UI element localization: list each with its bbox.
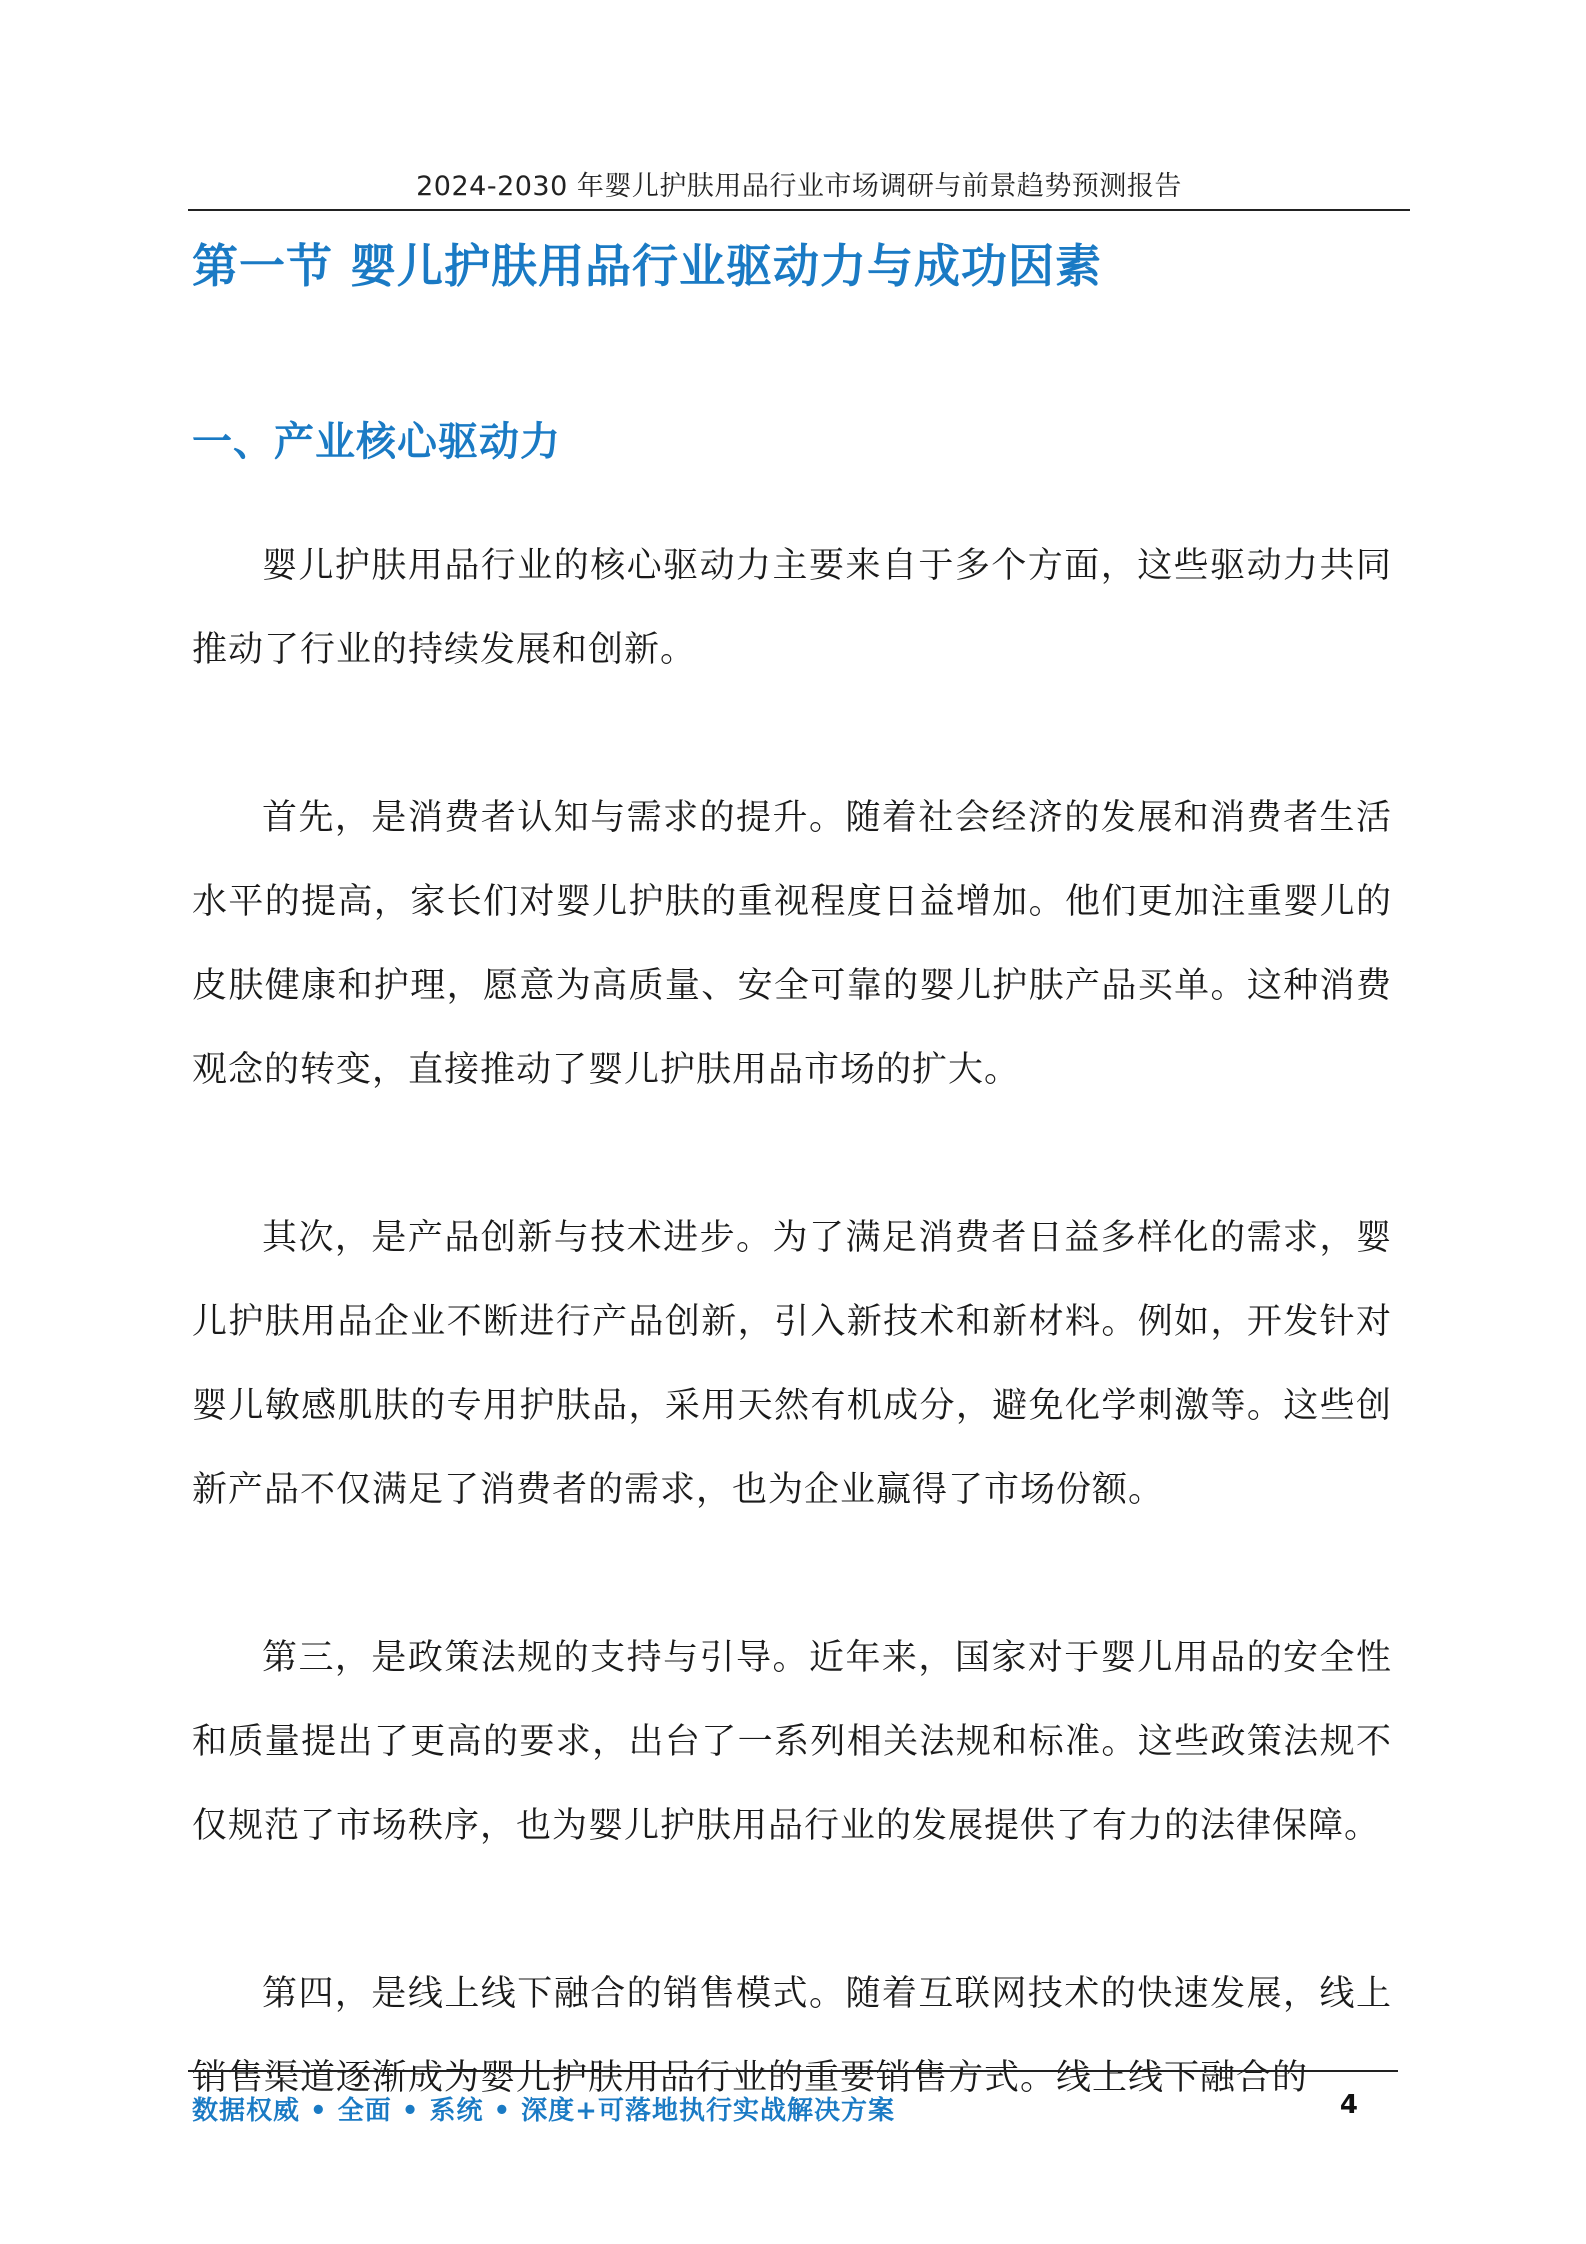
paragraph-policy-support: 第三，是政策法规的支持与引导。近年来，国家对于婴儿用品的安全性和质量提出了更高的要求，出台了一系列相关法规和标准。这些政策法规不仅规范了市场秩序，也为婴儿护肤用品行业的发展提供了有力的法律保障。 [192,1638,1392,1846]
paragraph-product-innovation: 其次，是产品创新与技术进步。为了满足消费者日益多样化的需求，婴儿护肤用品企业不断进行产品创新，引入新技术和新材料。例如，开发针对婴儿敏感肌肤的专用护肤品，采用天然有机成分，避免化学刺激等。这些创新产品不仅满足了消费者的需求，也为企业赢得了市场份额。 [192,1218,1392,1510]
footer-divider [188,2070,1398,2072]
paragraph-intro: 婴儿护肤用品行业的核心驱动力主要来自于多个方面，这些驱动力共同推动了行业的持续发展和创新。 [192,546,1392,670]
body-text [192,524,1392,2204]
header-divider [188,209,1410,211]
footer-slogan: 数据权威 • 全面 • 系统 • 深度+可落地执行实战解决方案 [192,2096,895,2126]
page-number: 4 [1339,2090,1358,2120]
subsection-title: 一、产业核心驱动力 [192,419,561,465]
paragraph-sales-model: 第四，是线上线下融合的销售模式。随着互联网技术的快速发展，线上销售渠道逐渐成为婴儿护肤用品行业的重要销售方式。线上线下融合的 [192,1974,1392,2098]
paragraph-consumer-demand: 首先，是消费者认知与需求的提升。随着社会经济的发展和消费者生活水平的提高，家长们对婴儿护肤的重视程度日益增加。他们更加注重婴儿的皮肤健康和护理，愿意为高质量、安全可靠的婴儿护肤产品买单。这种消费观念的转变，直接推动了婴儿护肤用品市场的扩大。 [192,798,1392,1090]
report-header-title: 2024-2030 年婴儿护肤用品行业市场调研与前景趋势预测报告 [416,171,1182,202]
section-title: 第一节 婴儿护肤用品行业驱动力与成功因素 [192,239,1103,293]
